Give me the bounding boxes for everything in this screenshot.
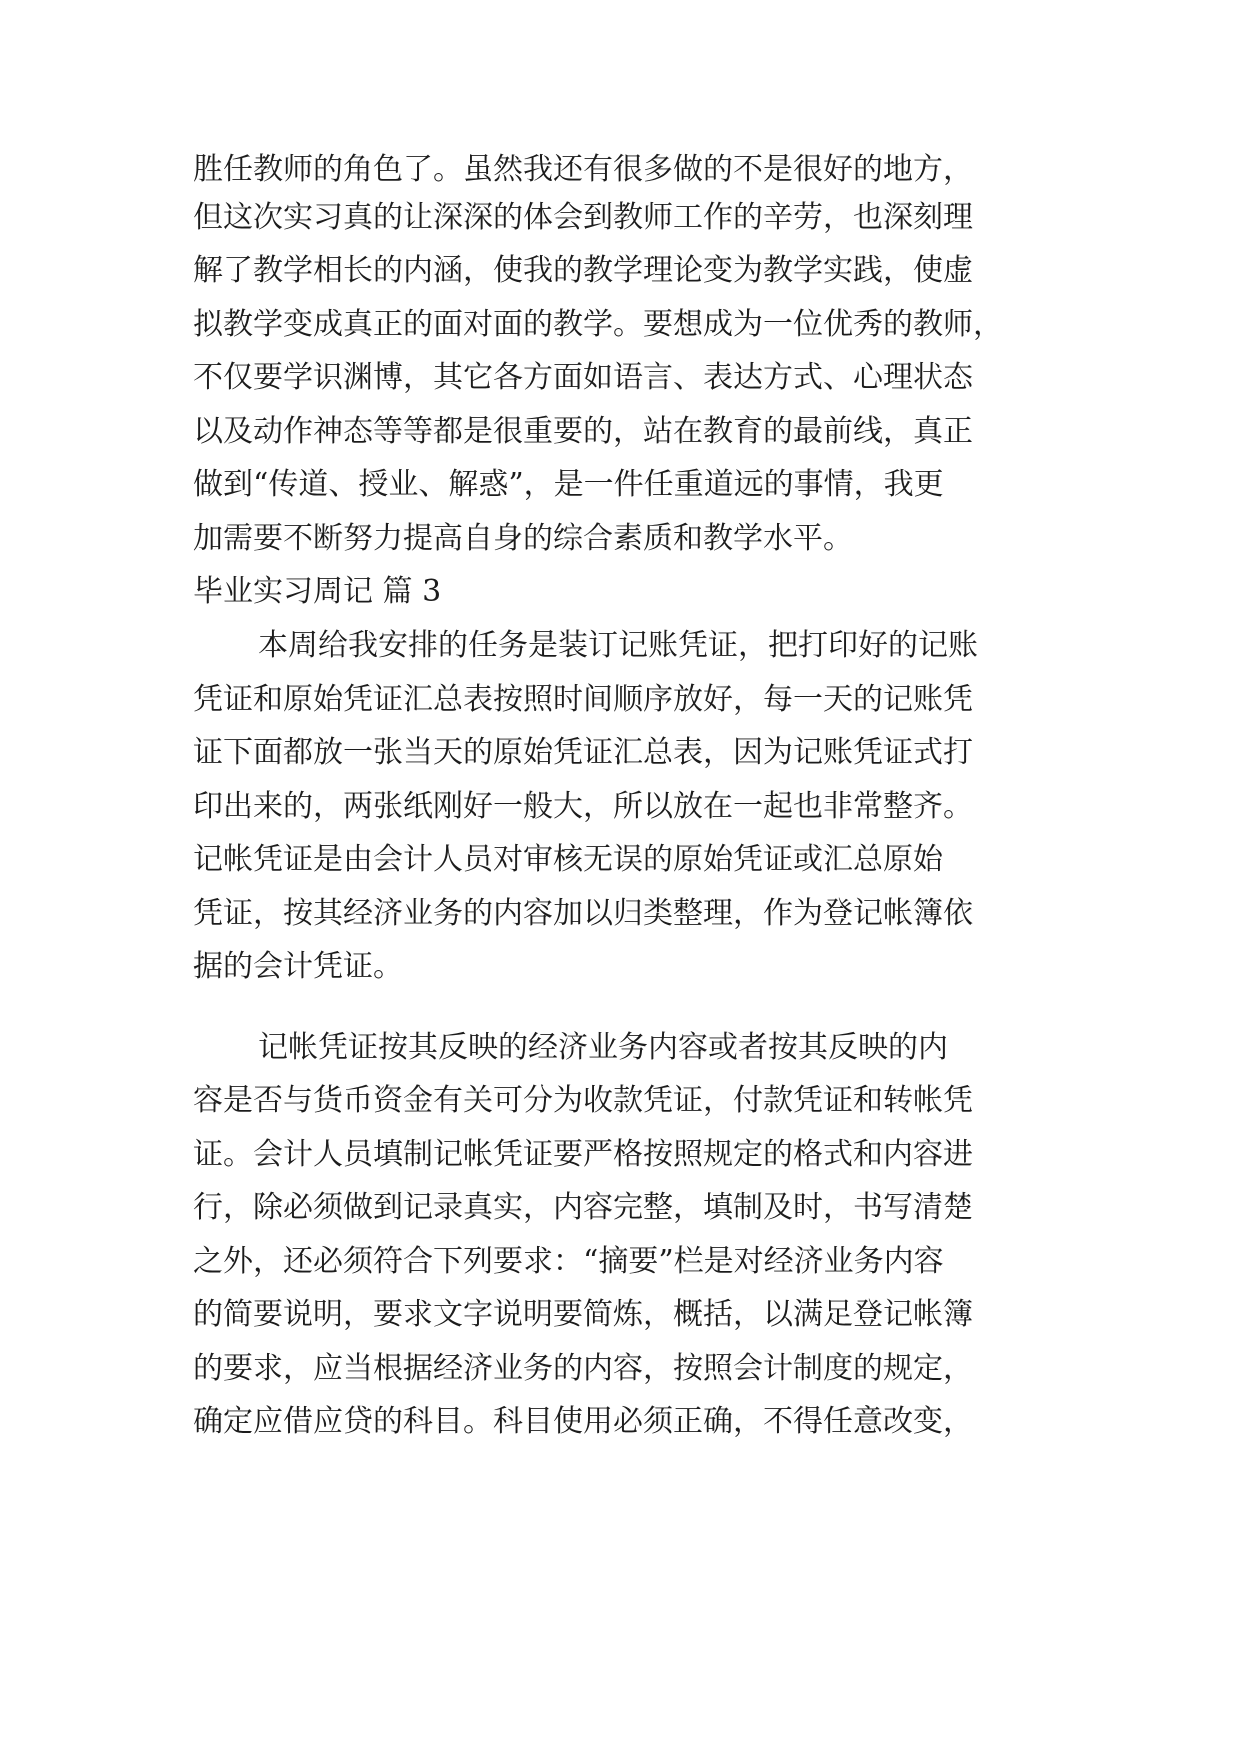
text-line: 记帐凭证按其反映的经济业务内容或者按其反映的内 <box>258 1030 948 1065</box>
text-line: 的要求，应当根据经济业务的内容，按照会计制度的规定， <box>193 1351 973 1386</box>
text-line: 但这次实习真的让深深的体会到教师工作的辛劳，也深刻理 <box>193 200 973 235</box>
text-line: 记帐凭证是由会计人员对审核无误的原始凭证或汇总原始 <box>193 842 943 877</box>
text-line: 做到“传道、授业、解惑”，是一件任重道远的事情，我更 <box>193 467 944 502</box>
text-line: 证。会计人员填制记帐凭证要严格按照规定的格式和内容进 <box>193 1137 973 1172</box>
text-line: 凭证，按其经济业务的内容加以归类整理，作为登记帐簿依 <box>193 896 973 931</box>
text-line: 胜任教师的角色了。虽然我还有很多做的不是很好的地方， <box>193 152 973 187</box>
text-line: 不仅要学识渊博，其它各方面如语言、表达方式、心理状态 <box>193 360 973 395</box>
text-line: 之外，还必须符合下列要求：“摘要”栏是对经济业务内容 <box>193 1244 944 1279</box>
text-line: 容是否与货币资金有关可分为收款凭证，付款凭证和转帐凭 <box>193 1083 973 1118</box>
text-line: 拟教学变成真正的面对面的教学。要想成为一位优秀的教师， <box>193 307 1003 342</box>
text-line: 本周给我安排的任务是装订记账凭证，把打印好的记账 <box>258 628 978 663</box>
text-line: 确定应借应贷的科目。科目使用必须正确，不得任意改变， <box>193 1404 973 1439</box>
text-line: 加需要不断努力提高自身的综合素质和教学水平。 <box>193 521 853 556</box>
text-line: 以及动作神态等等都是很重要的，站在教育的最前线，真正 <box>193 414 973 449</box>
text-line: 凭证和原始凭证汇总表按照时间顺序放好，每一天的记账凭 <box>193 682 973 717</box>
text-line: 解了教学相长的内涵，使我的教学理论变为教学实践，使虚 <box>193 253 973 288</box>
text-line: 行，除必须做到记录真实，内容完整，填制及时，书写清楚 <box>193 1190 973 1225</box>
section-heading: 毕业实习周记 篇 3 <box>193 574 442 609</box>
text-line: 证下面都放一张当天的原始凭证汇总表，因为记账凭证式打 <box>193 735 973 770</box>
text-line: 据的会计凭证。 <box>193 949 403 984</box>
text-line: 印出来的，两张纸刚好一般大，所以放在一起也非常整齐。 <box>193 789 973 824</box>
text-line: 的简要说明，要求文字说明要简炼，概括，以满足登记帐簿 <box>193 1297 973 1332</box>
